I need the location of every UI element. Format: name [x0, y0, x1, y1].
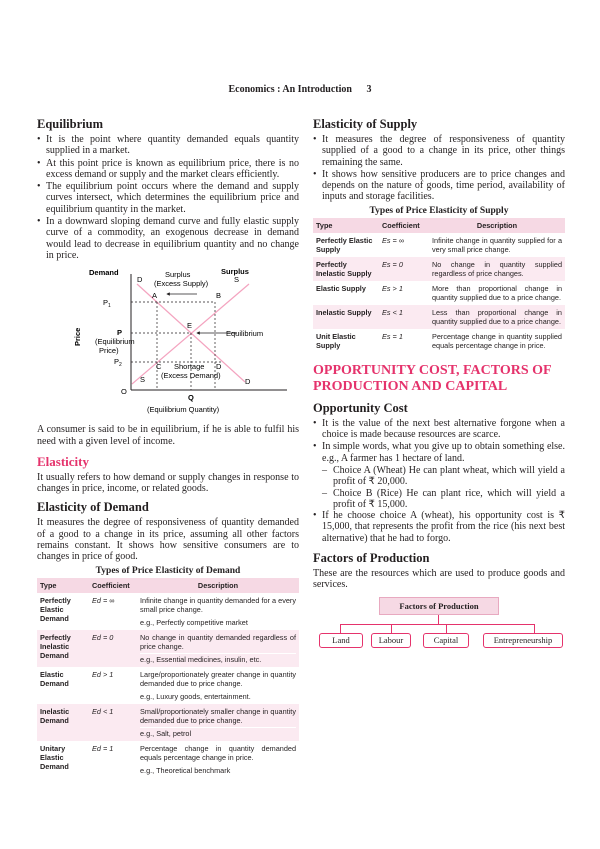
supply-bullet: • It shows how sensitive producers are to price changes and depends on the nature of goods, time period, availability of inputs and storage facilities. [313, 169, 565, 203]
opportunity-bullets [313, 418, 565, 464]
right-column [313, 117, 565, 653]
factors-text: These are the resources which are used to produce goods and services. [313, 568, 565, 591]
equilibrium-bullet: • The equilibrium point occurs where the demand and supply curves intersect, which determines the equilibrium price and equilibrium quantity in the market. [37, 181, 299, 215]
table-row: Perfectly Inelastic Demand Ed = 0 No change in quantity demanded regardless of price change. e.g., Essential medicines, insulin, etc. [37, 630, 299, 667]
demand-label: Demand [89, 268, 119, 278]
label-S-bottom: S [140, 375, 146, 385]
choices-list [322, 465, 565, 510]
table-row: Perfectly Inelastic Supply Es = 0 No change in quantity supplied regardless of price changes. [313, 257, 565, 281]
running-head [0, 84, 600, 95]
table-row: Unit Elastic Supply Es = 1 Percentage change in quantity supplied equals percentage change in price. [316, 331, 562, 350]
factors-root-box: Factors of Production [379, 597, 499, 615]
col-description: Description [137, 578, 299, 593]
q-eq-label: (Equilibrium Quantity) [147, 405, 220, 415]
label-D-bottom: D [245, 377, 251, 387]
choice-item: – Choice A (Wheat) He can plant wheat, which will yield a profit of ₹ 20,000. [322, 465, 565, 488]
elasticity-heading: Elasticity [37, 453, 89, 469]
elasticity-demand-text: It measures the degree of responsiveness of quantity demanded of a good to a change in its price, assuming all other factors remains constant. It shows how sensitive consumers are to changes in price of good. [37, 517, 299, 563]
factor-land: Land [319, 633, 363, 648]
label-S-top: S [234, 275, 240, 285]
opportunity-big-heading: OPPORTUNITY COST, FACTORS OF PRODUCTION AND CAPITAL [313, 362, 552, 394]
surplus-curve-label: Surplus [221, 267, 249, 277]
supply-bullets [313, 134, 565, 203]
label-eq-price-1: (Equilibrium [95, 337, 135, 347]
table-row: Perfectly Elastic Demand Ed = ∞ Infinite change in quantity demanded for a every small price change. e.g., Perfectly competitive market [40, 595, 296, 627]
elasticity-supply-heading: Elasticity of Supply [313, 117, 418, 131]
factor-capital: Capital [423, 633, 469, 648]
shortage-sub: (Excess Demand) [161, 371, 221, 381]
equilibrium-diagram [37, 266, 299, 416]
left-column [37, 117, 299, 778]
equilibrium-bullets [37, 134, 299, 261]
col-coefficient: Coefficient [89, 578, 137, 593]
surplus-area-sub: (Excess Supply) [154, 279, 209, 289]
col-type: Type [313, 218, 379, 233]
shortage-label: Shortage [174, 362, 205, 372]
table-row: Inelastic Demand Ed < 1 Small/proportionately smaller change in quantity demanded due to price change. e.g., Salt, petrol [37, 704, 299, 741]
supply-table-title: Types of Price Elasticity of Supply [369, 205, 509, 216]
factor-entrepreneurship: Entrepreneurship [483, 633, 563, 648]
table-row: Elastic Supply Es > 1 More than proportional change in quantity supplied due to a price change. [316, 283, 562, 302]
demand-table-title: Types of Price Elasticity of Demand [95, 565, 241, 576]
factors-diagram [313, 597, 565, 653]
col-coefficient: Coefficient [379, 218, 429, 233]
label-B: B [216, 291, 222, 301]
table-row: Inelastic Supply Es < 1 Less than proportional change in quantity supplied due to a price change. [313, 305, 565, 329]
opportunity-bullet: • In simple words, what you give up to obtain something else. e.g., A farmer has 1 hectare of land. [313, 441, 565, 464]
origin-label: O [121, 387, 127, 397]
table-row: Unitary Elastic Demand Ed = 1 Percentage change in quantity demanded equals percentage change in price. e.g., Theoretical benchmark [40, 743, 296, 775]
equilibrium-heading: Equilibrium [37, 117, 103, 131]
label-P2: $P_2$ [114, 357, 122, 369]
page-number: 3 [366, 84, 372, 95]
surplus-area-label: Surplus [165, 270, 191, 280]
opportunity-cost-heading: Opportunity Cost [313, 400, 408, 415]
elasticity-text: It usually refers to how demand or supply changes in response to changes in price, income, or related goods. [37, 471, 299, 495]
label-A: A [152, 291, 158, 301]
consumer-equilibrium-text: A consumer is said to be in equilibrium, if he is able to fulfil his need with a given level of income. [37, 424, 299, 447]
opportunity-bullet: • It is the value of the next best alternative forgone when a choice is made because resources are scarce. [313, 418, 565, 441]
choice-item: – Choice B (Rice) He can plant rice, which will yield a profit of ₹ 15,000. [322, 488, 565, 511]
q-label: Q [188, 393, 194, 403]
label-eq-price-2: Price) [99, 346, 119, 356]
equilibrium-label: Equilibrium [226, 329, 264, 339]
label-D-top: D [137, 275, 143, 285]
table-row: Perfectly Elastic Supply Es = ∞ Infinite change in quantity supplied for a very small price change. [316, 235, 562, 254]
equilibrium-bullet: • In a downward sloping demand curve and fully elastic supply curve of a commodity, an exogenous decrease in demand would lead to decrease in equilibrium quantity and no change in price. [37, 216, 299, 261]
table-row: Elastic Demand Ed > 1 Large/proportionately greater change in quantity demanded due to price change. e.g., Luxury goods, entertainment. [40, 669, 296, 701]
supply-bullet: • It measures the degree of responsiveness of quantity supplied of a good to a change in its price, other things remaining the same. [313, 134, 565, 168]
col-description: Description [429, 218, 565, 233]
factor-labour: Labour [371, 633, 411, 648]
running-head-title: Economics : An Introduction [228, 84, 352, 95]
col-type: Type [37, 578, 89, 593]
elasticity-demand-heading: Elasticity of Demand [37, 500, 149, 515]
demand-elasticity-table [37, 578, 299, 778]
opportunity-bullet: • If he choose choice A (wheat), his opportunity cost is ₹ 15,000, that represents the profit from the rice (his next best alternative) that he had to forgo. [313, 510, 565, 544]
opportunity-bullets-2 [313, 510, 565, 544]
factors-heading: Factors of Production [313, 551, 430, 566]
label-C: C [156, 362, 162, 372]
label-E: E [187, 321, 193, 331]
price-axis-label: Price [73, 327, 82, 347]
supply-elasticity-table [313, 218, 565, 353]
label-P1: $P_1$ [103, 298, 111, 310]
label-D-mid: D [216, 362, 222, 372]
label-P: P [117, 328, 123, 338]
equilibrium-bullet: • It is the point where quantity demanded equals quantity supplied in a market. [37, 134, 299, 157]
equilibrium-bullet: • At this point price is known as equilibrium price, there is no excess demand or supply and the market clears efficiently. [37, 158, 299, 181]
